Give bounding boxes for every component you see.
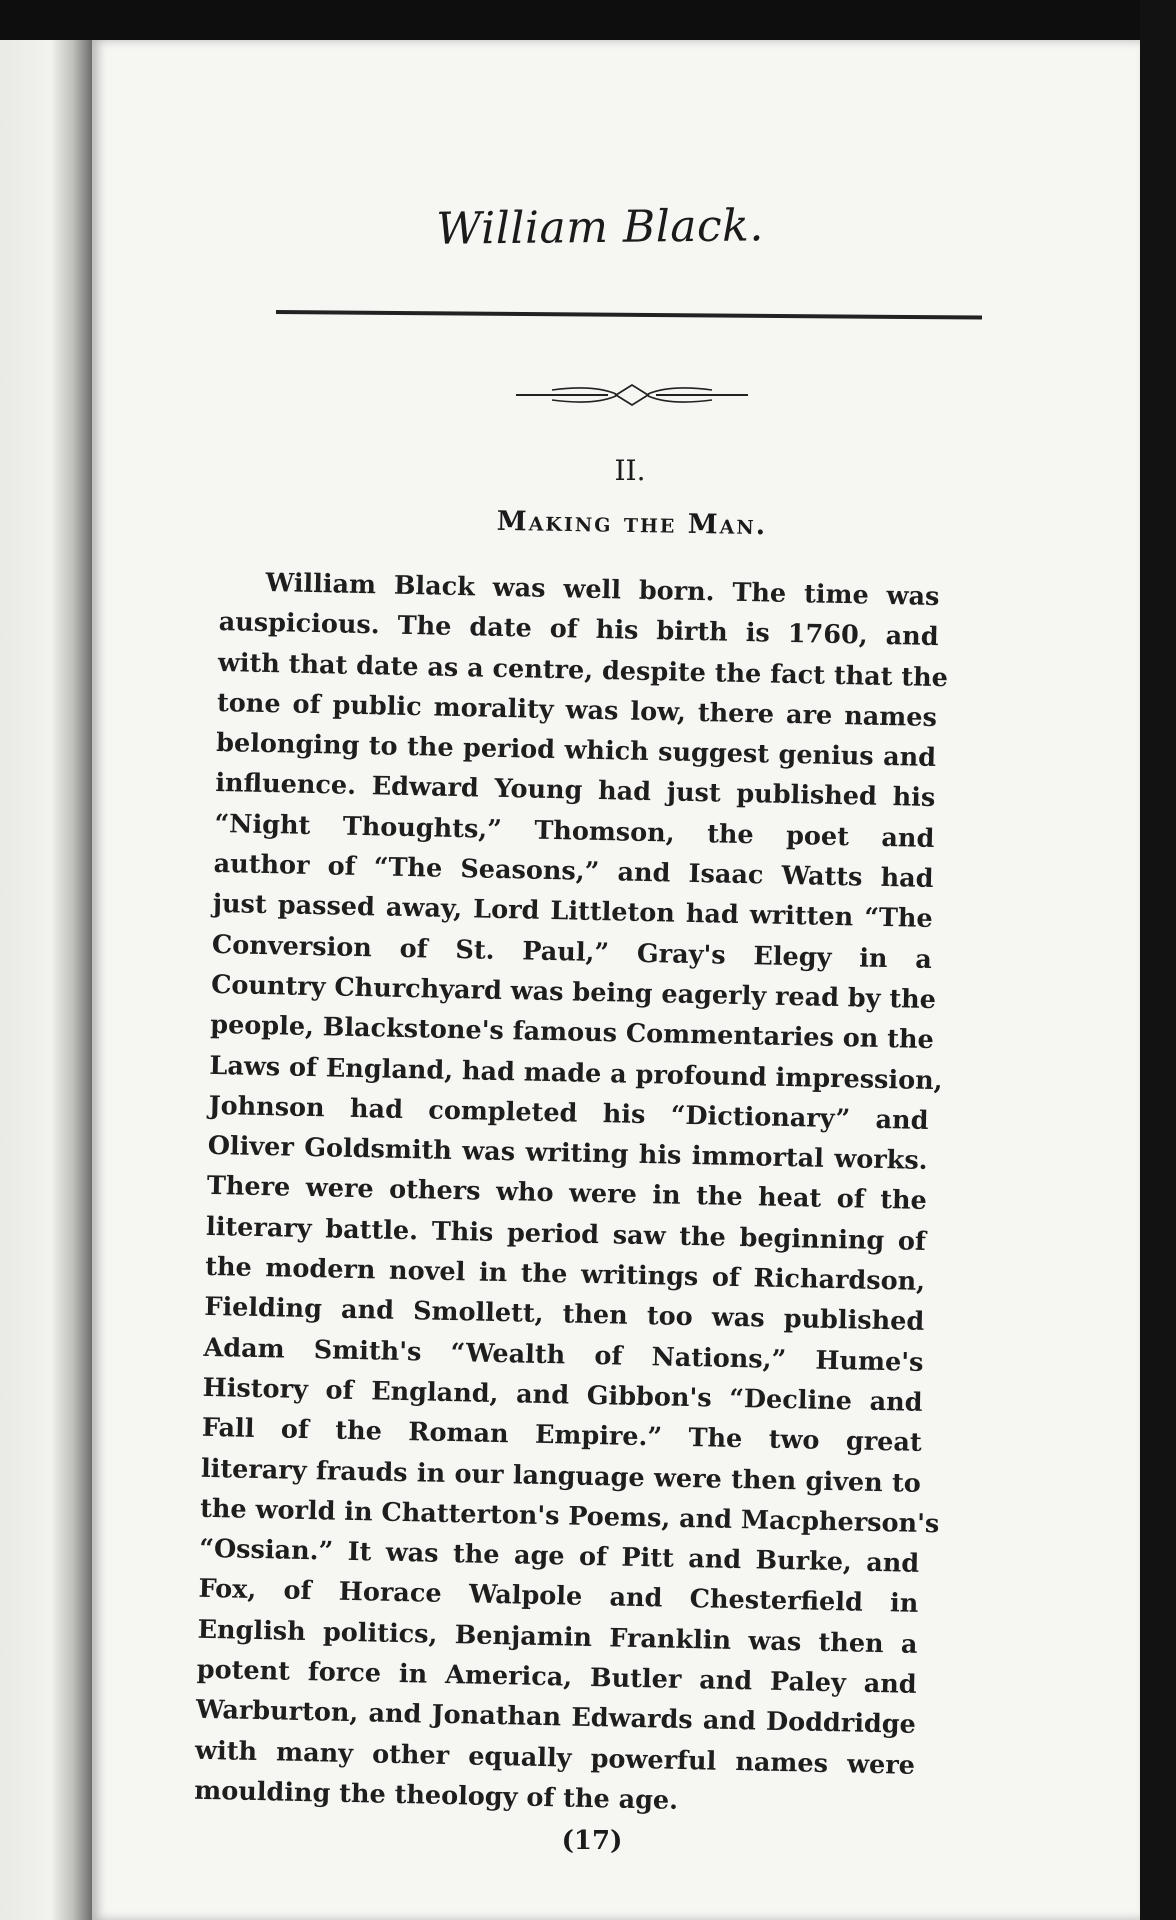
ornament-divider bbox=[512, 378, 752, 412]
book-gutter bbox=[0, 40, 92, 1920]
body-line: literary battle. This period saw the beginning of bbox=[205, 1211, 927, 1257]
head-rule bbox=[276, 310, 982, 320]
body-line: author of “The Seasons,” and Isaac Watts had bbox=[213, 849, 934, 895]
body-line: just passed away, Lord Littleton had written “The bbox=[212, 889, 933, 935]
body-line: tone of public morality was low, there are names bbox=[216, 687, 938, 733]
body-line: William Black was well born. The time was bbox=[265, 567, 940, 613]
body-line: with many other equally powerful names were bbox=[194, 1735, 916, 1781]
body-line: Country Churchyard was being eagerly read by the bbox=[210, 969, 937, 1016]
body-line: Fall of the Roman Empire.” The two great bbox=[201, 1413, 923, 1459]
body-line: “Ossian.” It was the age of Pitt and Burke, and bbox=[199, 1533, 920, 1579]
body-line: auspicious. The date of his birth is 1760, and bbox=[218, 607, 939, 653]
running-head: William Black. bbox=[435, 200, 765, 255]
body-line: moulding the theology of the age. bbox=[193, 1775, 679, 1816]
body-line: the world in Chatterton's Poems, and Macpherson's bbox=[199, 1493, 940, 1540]
body-line: Laws of England, had made a profound impression, bbox=[209, 1050, 943, 1096]
chapter-title: Making the Man. bbox=[496, 505, 768, 542]
page-number: (17) bbox=[561, 1826, 623, 1856]
body-line: Oliver Goldsmith was writing his immortal works. bbox=[207, 1131, 928, 1177]
body-line: There were others who were in the heat of the bbox=[206, 1171, 928, 1217]
body-line: with that date as a centre, despite the fact that the bbox=[217, 647, 949, 693]
body-line: potent force in America, Butler and Paley and bbox=[196, 1654, 917, 1700]
page-sheet bbox=[92, 40, 1140, 1920]
body-line: belonging to the period which suggest genius and bbox=[215, 728, 937, 774]
body-line: the modern novel in the writings of Richardson, bbox=[204, 1251, 926, 1297]
body-line: Fielding and Smollett, then too was published bbox=[204, 1292, 925, 1338]
body-line: “Night Thoughts,” Thomson, the poet and bbox=[214, 808, 935, 854]
chapter-number: II. bbox=[614, 454, 646, 487]
body-line: History of England, and Gibbon's “Decline and bbox=[202, 1372, 923, 1418]
body-paragraph bbox=[193, 562, 949, 1826]
body-line: literary frauds in our language were then given to bbox=[200, 1453, 922, 1499]
body-line: Warburton, and Jonathan Edwards and Doddridge bbox=[195, 1695, 917, 1741]
body-line: Johnson had completed his “Dictionary” and bbox=[208, 1090, 929, 1136]
body-line: people, Blackstone's famous Commentaries on the bbox=[209, 1010, 935, 1056]
body-line: English politics, Benjamin Franklin was then a bbox=[197, 1614, 918, 1660]
body-line: Conversion of St. Paul,” Gray's Elegy in a bbox=[211, 929, 933, 975]
body-line: influence. Edward Young had just published his bbox=[215, 768, 936, 814]
body-line: Fox, of Horace Walpole and Chesterfield in bbox=[198, 1574, 919, 1620]
scanner-background-right bbox=[1140, 0, 1176, 1920]
body-line: Adam Smith's “Wealth of Nations,” Hume's bbox=[203, 1332, 924, 1378]
